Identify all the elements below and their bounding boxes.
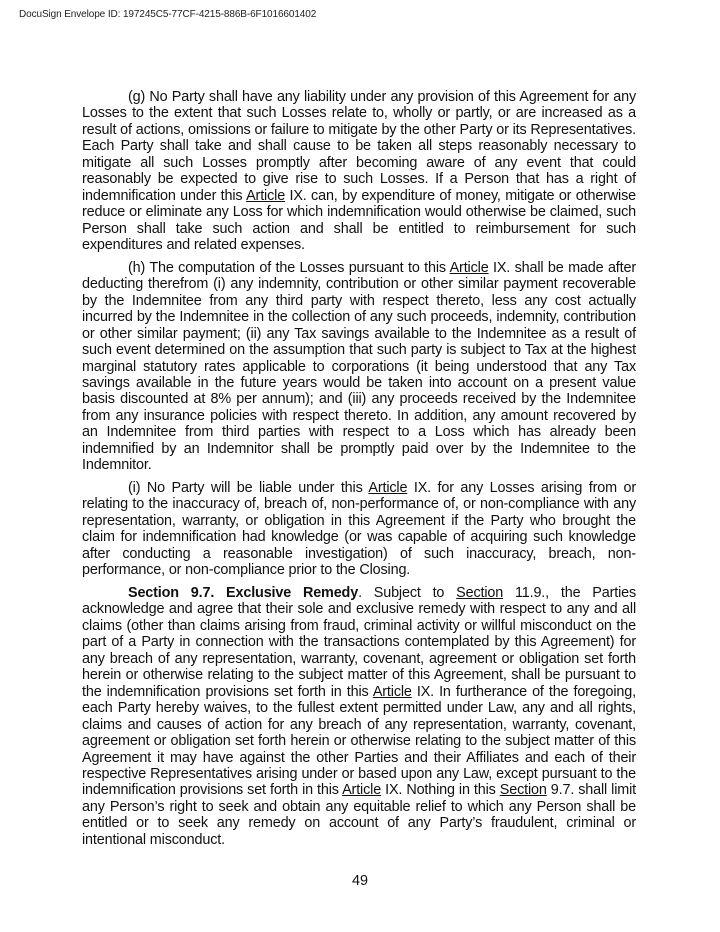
paragraph-text: IX. In furtherance of the foregoing, each Party hereby waives, to the fullest extent permitted under Law, any and all rights, claims and causes of action for any breach of any representation, warranty, covenant, agreement or obligation set forth herein or otherwise relating to the subject matter of this Agreement it may have against the other Parties and their Affiliates and each of their respective Representatives arising under or based upon any Law, except pursuant to the indemnification provisions set forth in this (82, 683, 636, 799)
article-reference-link[interactable]: Article (368, 480, 408, 497)
section-reference-link[interactable]: Section (456, 585, 504, 602)
article-reference-link[interactable]: Article (449, 259, 489, 276)
article-reference-link[interactable]: Article (246, 187, 286, 204)
paragraph-h (82, 260, 636, 474)
paragraph-text: IX. Nothing in this (381, 782, 500, 799)
paragraph-text: . Subject to (358, 585, 457, 602)
section-heading: Section 9.7. Exclusive Remedy (128, 585, 359, 602)
paragraph-text: (g) No Party shall have any liability under any provision of this Agreement for any Losses to the extent that such Losses relate to, wholly or partly, or are increased as a result of actions, omissions or failure to mitigate by the other Party or its Representatives. Each Party shall take and shall cause to be taken all steps reasonably necessary to mitigate all such Losses promptly after becoming aware of any event that could reasonably be expected to give rise to such Losses. If a Person that has a right of indemnification under this (82, 89, 636, 204)
paragraph-text: IX. can, by expenditure of money, mitigate or otherwise reduce or eliminate any Loss for which indemnification would otherwise be claimed, such Person shall take such action and shall be entitled to reimbursement for such expenditures and related expenses. (82, 187, 637, 254)
paragraph-text: IX. for any Losses arising from or relating to the inaccuracy of, breach of, non-performance of, or non-compliance with any representation, warranty, or obligation in this Agreement if the Party who brought the claim for indemnification had knowledge (or was capable of acquiring such knowledge after conducting a reasonable investigation) of such inaccuracy, breach, non-performance, or non-compliance prior to the Closing. (82, 480, 636, 579)
paragraph-text: (i) No Party will be liable under this (128, 480, 369, 497)
article-reference-link[interactable]: Article (342, 782, 382, 799)
paragraph-text: IX. shall be made after deducting therefrom (i) any indemnity, contribution or other similar payment recoverable by the Indemnitee from any third party with respect thereto, less any cost actually incurred by the Indemnitee in the collection of any such proceeds, indemnity, contribution or other similar payment; (ii) any Tax savings available to the Indemnitee as a result of such event determined on the assumption that such party is subject to Tax at the highest marginal statutory rates applicable to corporations (it being understood that any Tax savings available in the future years would be taken into account on a present value basis discounted at 8% per annum); and (iii) any proceeds received by the Indemnitee from any insurance policies with respect thereto. In addition, any amount recovered by an Indemnitee from third parties with respect to a Loss which has already been indemnified by an Indemnitor shall be promptly paid over by the Indemnitee to the Indemnitor. (82, 259, 637, 474)
document-body (82, 89, 636, 855)
section-reference-link[interactable]: Section (499, 782, 547, 799)
paragraph-text: 11.9., the Parties acknowledge and agree that their sole and exclusive remedy with respect to any and all claims (other than claims arising from fraud, criminal activity or willful misconduct on the part of a Party in connection with the transactions contemplated by this Agreement) for any breach of any representation, warranty, covenant, agreement or obligation set forth herein or otherwise relating to the subject matter of this Agreement, shall be pursuant to the indemnification provisions set forth in this (82, 585, 637, 700)
paragraph-i (82, 480, 636, 579)
page-number: 49 (351, 873, 368, 889)
paragraph-g (82, 89, 636, 254)
section-9-7 (82, 585, 636, 848)
docusign-envelope-id: DocuSign Envelope ID: 197245C5-77CF-4215-886B-6F1016601402 (19, 9, 317, 20)
paragraph-text: (h) The computation of the Losses pursuant to this (128, 259, 450, 276)
paragraph-text: 9.7. shall limit any Person’s right to seek and obtain any equitable relief to which any Person shall be entitled or to seek any remedy on account of any Party’s fraudulent, criminal or intentional misconduct. (82, 782, 636, 848)
article-reference-link[interactable]: Article (372, 683, 412, 700)
